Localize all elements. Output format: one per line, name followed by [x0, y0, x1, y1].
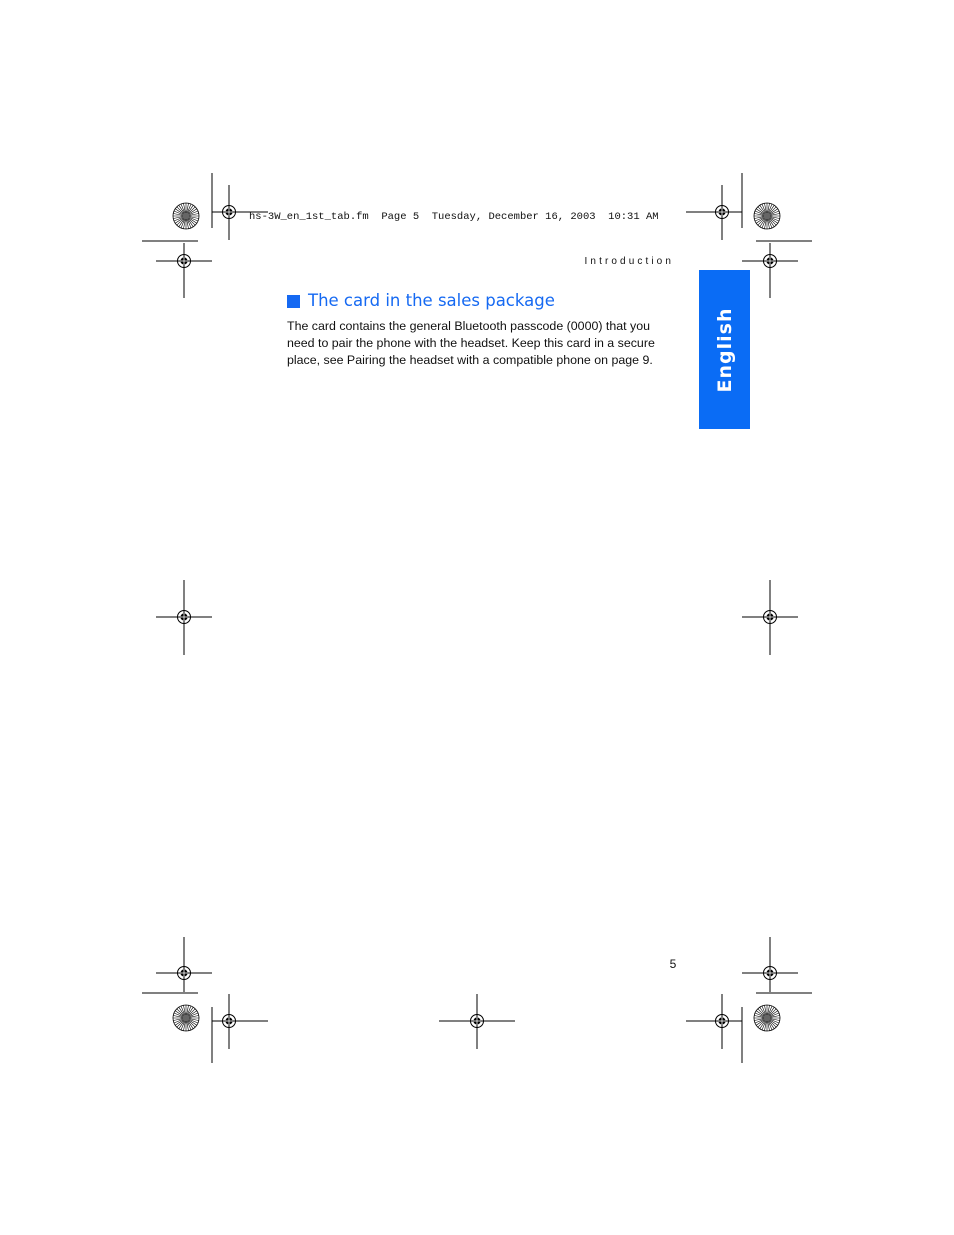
file-header: hs-3W_en_1st_tab.fm Page 5 Tuesday, December 16, 2003 10:31 AM [249, 211, 659, 223]
section-body: The card contains the general Bluetooth passcode (0000) that you need to pair the phone with the headset. Keep this card in a secure place, see Pairing the headset with a compatible phone on page 9. [287, 319, 655, 368]
section-title [287, 290, 679, 312]
square-bullet-icon [287, 295, 300, 308]
language-tab-label: English [713, 307, 736, 392]
section-title-text: The card in the sales package [308, 291, 555, 310]
running-head: Introduction [584, 256, 674, 267]
page-number: 5 [669, 957, 677, 971]
language-tab [699, 270, 750, 429]
section [287, 290, 679, 370]
